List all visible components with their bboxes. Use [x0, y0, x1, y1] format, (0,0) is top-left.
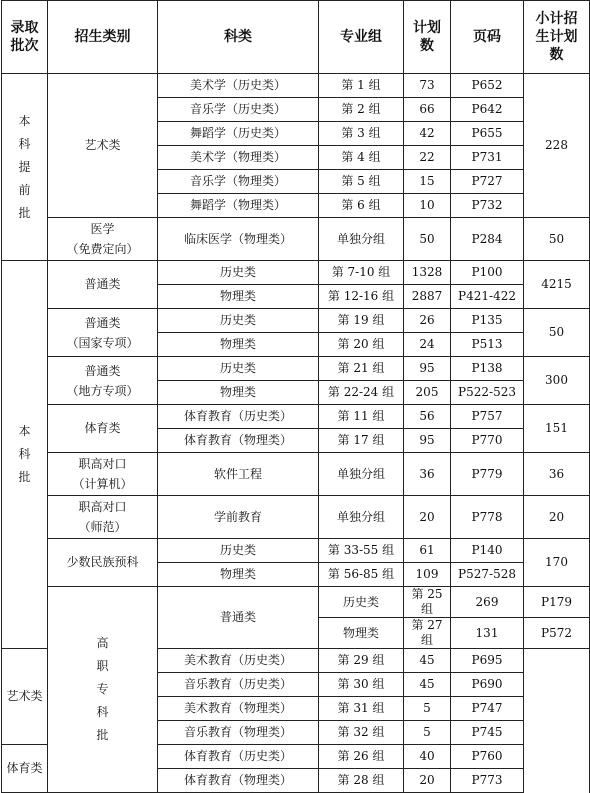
plan-cell: 24	[404, 333, 451, 357]
page-cell: P652	[451, 74, 524, 98]
page-cell: P690	[451, 673, 524, 697]
plan-cell: 95	[404, 357, 451, 381]
subject-cell: 音乐教育（历史类）	[158, 673, 319, 697]
header-group: 专业组	[319, 1, 404, 74]
table-row	[2, 405, 590, 429]
subject-cell: 历史类	[319, 587, 404, 618]
category-cell: 体育类	[48, 405, 158, 453]
plan-cell: 20	[404, 769, 451, 793]
plan-cell: 50	[404, 218, 451, 261]
page-cell: P284	[451, 218, 524, 261]
table-row	[2, 261, 590, 285]
subject-cell: 美术学（物理类）	[158, 146, 319, 170]
plan-cell: 2887	[404, 285, 451, 309]
subject-cell: 体育教育（历史类）	[158, 405, 319, 429]
plan-cell: 1328	[404, 261, 451, 285]
page-cell: P135	[451, 309, 524, 333]
group-cell: 第 5 组	[319, 170, 404, 194]
subject-cell: 美术学（历史类）	[158, 74, 319, 98]
page-cell: P572	[524, 618, 590, 649]
subject-cell: 历史类	[158, 539, 319, 563]
page-cell: P727	[451, 170, 524, 194]
group-cell: 单独分组	[319, 218, 404, 261]
group-cell: 第 7-10 组	[319, 261, 404, 285]
page-cell: P513	[451, 333, 524, 357]
plan-cell: 5	[404, 697, 451, 721]
plan-cell: 40	[404, 745, 451, 769]
plan-cell: 45	[404, 649, 451, 673]
group-cell: 第 26 组	[319, 745, 404, 769]
page-cell: P179	[524, 587, 590, 618]
plan-cell: 42	[404, 122, 451, 146]
page-cell: P100	[451, 261, 524, 285]
header-subject: 科类	[158, 1, 319, 74]
plan-cell: 205	[404, 381, 451, 405]
subject-cell: 体育教育（历史类）	[158, 745, 319, 769]
group-cell: 第 56-85 组	[319, 563, 404, 587]
batch-cell: 高 职 专 科 批	[48, 587, 158, 793]
group-cell: 第 22-24 组	[319, 381, 404, 405]
plan-cell: 10	[404, 194, 451, 218]
plan-cell: 5	[404, 721, 451, 745]
page-cell: P522-523	[451, 381, 524, 405]
page-cell: P642	[451, 98, 524, 122]
group-cell: 第 12-16 组	[319, 285, 404, 309]
header-page: 页码	[451, 1, 524, 74]
page-cell: P731	[451, 146, 524, 170]
subject-cell: 历史类	[158, 357, 319, 381]
header-plan: 计划 数	[404, 1, 451, 74]
header-batch: 录取 批次	[2, 1, 48, 74]
group-cell: 第 11 组	[319, 405, 404, 429]
table-row	[2, 357, 590, 381]
group-cell: 第 28 组	[319, 769, 404, 793]
subject-cell: 美术教育（物理类）	[158, 697, 319, 721]
table-row	[2, 539, 590, 563]
header-category: 招生类别	[48, 1, 158, 74]
category-cell: 体育类	[2, 745, 48, 793]
page-cell: P140	[451, 539, 524, 563]
page-cell: P732	[451, 194, 524, 218]
group-cell: 第 20 组	[319, 333, 404, 357]
page-cell: P757	[451, 405, 524, 429]
category-cell: 普通类	[158, 587, 319, 649]
subtotal-cell: 300	[524, 357, 590, 405]
subject-cell: 音乐教育（物理类）	[158, 721, 319, 745]
batch-cell: 本 科 提 前 批	[2, 74, 48, 261]
table-row	[2, 496, 590, 539]
group-cell: 第 6 组	[319, 194, 404, 218]
subject-cell: 物理类	[319, 618, 404, 649]
page-cell: P778	[451, 496, 524, 539]
plan-cell: 15	[404, 170, 451, 194]
page-cell: P421-422	[451, 285, 524, 309]
subject-cell: 物理类	[158, 333, 319, 357]
table-row	[2, 587, 590, 618]
page-cell: P773	[451, 769, 524, 793]
header-row	[2, 1, 590, 74]
plan-cell: 66	[404, 98, 451, 122]
group-cell: 第 27 组	[404, 618, 451, 649]
subject-cell: 历史类	[158, 309, 319, 333]
plan-cell: 20	[404, 496, 451, 539]
plan-cell: 26	[404, 309, 451, 333]
subtotal-cell: 4215	[524, 261, 590, 309]
group-cell: 第 29 组	[319, 649, 404, 673]
subtotal-cell: 50	[524, 218, 590, 261]
page-cell: P779	[451, 453, 524, 496]
subject-cell: 体育教育（物理类）	[158, 769, 319, 793]
admission-plan-table	[1, 0, 590, 793]
plan-cell: 36	[404, 453, 451, 496]
group-cell: 第 1 组	[319, 74, 404, 98]
group-cell: 第 33-55 组	[319, 539, 404, 563]
page-cell: P527-528	[451, 563, 524, 587]
subject-cell: 音乐学（历史类）	[158, 98, 319, 122]
category-cell: 普通类 （国家专项）	[48, 309, 158, 357]
page-cell: P745	[451, 721, 524, 745]
group-cell: 第 4 组	[319, 146, 404, 170]
subtotal-cell: 151	[524, 405, 590, 453]
table-row	[2, 74, 590, 98]
page-cell: P770	[451, 429, 524, 453]
subject-cell: 软件工程	[158, 453, 319, 496]
page-cell: P695	[451, 649, 524, 673]
group-cell: 第 2 组	[319, 98, 404, 122]
group-cell: 单独分组	[319, 496, 404, 539]
group-cell: 单独分组	[319, 453, 404, 496]
subject-cell: 舞蹈学（物理类）	[158, 194, 319, 218]
plan-cell: 61	[404, 539, 451, 563]
group-cell: 第 32 组	[319, 721, 404, 745]
plan-cell: 269	[451, 587, 524, 618]
group-cell: 第 21 组	[319, 357, 404, 381]
group-cell: 第 19 组	[319, 309, 404, 333]
group-cell: 第 17 组	[319, 429, 404, 453]
subject-cell: 美术教育（历史类）	[158, 649, 319, 673]
subtotal-cell: 36	[524, 453, 590, 496]
subject-cell: 物理类	[158, 563, 319, 587]
header-subtotal: 小计招 生计划 数	[524, 1, 590, 74]
plan-cell: 45	[404, 673, 451, 697]
table-row	[2, 218, 590, 261]
subtotal-cell: 228	[524, 74, 590, 218]
subtotal-cell: 20	[524, 496, 590, 539]
category-cell: 普通类 （地方专项）	[48, 357, 158, 405]
plan-cell: 73	[404, 74, 451, 98]
page-cell: P760	[451, 745, 524, 769]
subject-cell: 舞蹈学（历史类）	[158, 122, 319, 146]
subtotal-cell: 50	[524, 309, 590, 357]
category-cell: 职高对口 （师范）	[48, 496, 158, 539]
category-cell: 少数民族预科	[48, 539, 158, 587]
subtotal-cell: 170	[524, 539, 590, 587]
subject-cell: 历史类	[158, 261, 319, 285]
category-cell: 职高对口 （计算机）	[48, 453, 158, 496]
category-cell: 艺术类	[2, 649, 48, 745]
group-cell: 第 30 组	[319, 673, 404, 697]
table-row	[2, 309, 590, 333]
plan-cell: 109	[404, 563, 451, 587]
category-cell: 医学 （免费定向）	[48, 218, 158, 261]
group-cell: 第 31 组	[319, 697, 404, 721]
subject-cell: 学前教育	[158, 496, 319, 539]
table-row	[2, 453, 590, 496]
group-cell: 第 3 组	[319, 122, 404, 146]
page-cell: P655	[451, 122, 524, 146]
group-cell: 第 25 组	[404, 587, 451, 618]
category-cell: 普通类	[48, 261, 158, 309]
subject-cell: 临床医学（物理类）	[158, 218, 319, 261]
subject-cell: 体育教育（物理类）	[158, 429, 319, 453]
plan-cell: 56	[404, 405, 451, 429]
category-cell: 艺术类	[48, 74, 158, 218]
page-cell: P747	[451, 697, 524, 721]
subject-cell: 音乐学（物理类）	[158, 170, 319, 194]
batch-cell: 本 科 批	[2, 261, 48, 649]
plan-cell: 95	[404, 429, 451, 453]
plan-cell: 131	[451, 618, 524, 649]
plan-cell: 22	[404, 146, 451, 170]
page-cell: P138	[451, 357, 524, 381]
subject-cell: 物理类	[158, 381, 319, 405]
subject-cell: 物理类	[158, 285, 319, 309]
